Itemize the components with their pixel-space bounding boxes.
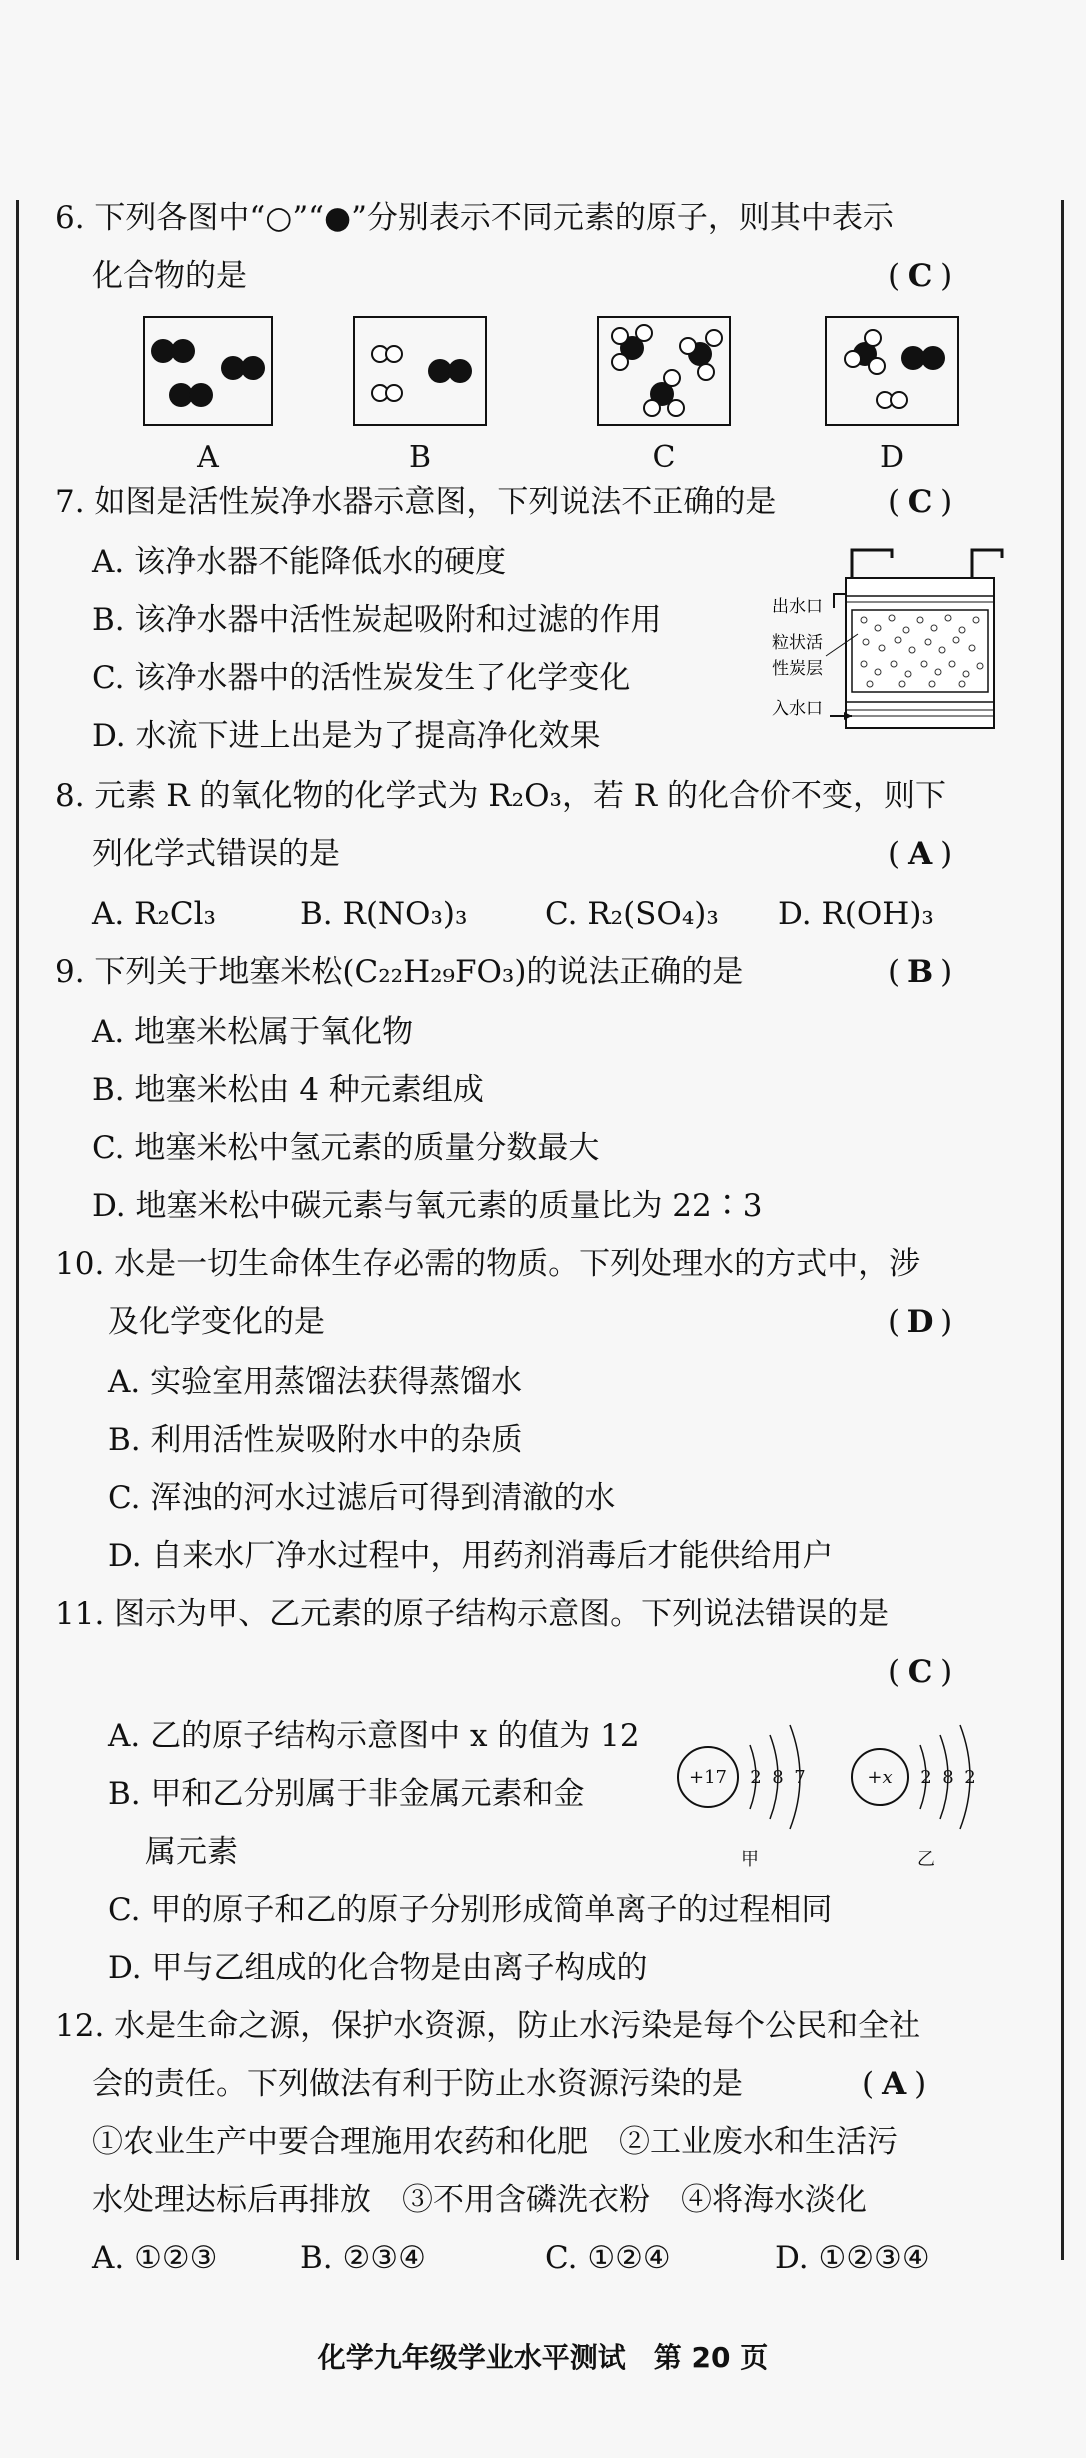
q6-label-d: D — [879, 440, 905, 475]
q8-answer: ( A ) — [888, 836, 953, 872]
q10-stem-line1: 10. 水是一切生命体生存必需的物质。下列处理水的方式中，涉 — [55, 1246, 921, 1282]
q12-option-d: D. ①②③④ — [775, 2240, 930, 2276]
q12-stem-line1: 12. 水是生命之源，保护水资源，防止水污染是每个公民和全社 — [55, 2008, 921, 2044]
atom2-name: 乙 — [917, 1849, 935, 1870]
q9-answer: ( B ) — [888, 954, 953, 990]
q6-stem-line1: 6. 下列各图中“○”“●”分别表示不同元素的原子，则其中表示 — [55, 200, 894, 236]
q11-answer: ( C ) — [888, 1654, 953, 1690]
atom1-nucleus: +17 — [689, 1767, 727, 1788]
q6-figure-b — [353, 316, 487, 426]
q7-answer: ( C ) — [888, 484, 953, 520]
q11-option-c: C. 甲的原子和乙的原子分别形成简单离子的过程相同 — [108, 1892, 833, 1928]
atom1-shell-3: 7 — [794, 1767, 806, 1788]
q7-option-d: D. 水流下进上出是为了提高净化效果 — [92, 718, 601, 754]
q12-option-a: A. ①②③ — [92, 2240, 218, 2276]
q9-stem: 9. 下列关于地塞米松(C₂₂H₂₉FO₃)的说法正确的是 — [55, 954, 744, 990]
q6-stem-line2: 化合物的是 — [92, 258, 247, 294]
purifier-carbon-label-1: 粒状活 — [772, 633, 823, 653]
q6-label-c: C — [652, 440, 676, 475]
q6-figure-d — [825, 316, 959, 426]
atom2-shell-3: 2 — [964, 1767, 976, 1788]
q12-option-b: B. ②③④ — [300, 2240, 426, 2276]
q12-answer: ( A ) — [862, 2066, 927, 2102]
q12-stem-line2: 会的责任。下列做法有利于防止水资源污染的是 — [92, 2066, 743, 2102]
q8-option-d: D. R(OH)₃ — [778, 896, 934, 932]
q10-option-c: C. 浑浊的河水过滤后可得到清澈的水 — [108, 1480, 616, 1516]
q10-option-a: A. 实验室用蒸馏法获得蒸馏水 — [108, 1364, 523, 1400]
q8-option-b: B. R(NO₃)₃ — [300, 896, 468, 932]
q12-option-c: C. ①②④ — [545, 2240, 671, 2276]
page-footer: 化学九年级学业水平测试 第 20 页 — [317, 2341, 769, 2374]
q10-answer: ( D ) — [888, 1304, 953, 1340]
water-purifier-diagram — [772, 538, 1012, 758]
q9-option-c: C. 地塞米松中氢元素的质量分数最大 — [92, 1130, 600, 1166]
atom-structure-diagrams — [670, 1705, 1010, 1875]
q12-stem-line4: 水处理达标后再排放 ③不用含磷洗衣粉 ④将海水淡化 — [92, 2182, 867, 2218]
q11-option-a: A. 乙的原子结构示意图中 x 的值为 12 — [108, 1718, 640, 1754]
left-margin-line — [16, 200, 19, 2260]
q12-stem-line3: ①农业生产中要合理施用农药和化肥 ②工业废水和生活污 — [92, 2124, 898, 2160]
q6-figure-c — [597, 316, 731, 426]
q10-option-b: B. 利用活性炭吸附水中的杂质 — [108, 1422, 523, 1458]
atom2-shell-2: 8 — [942, 1767, 954, 1788]
right-margin-line — [1061, 200, 1064, 2260]
q6-answer: ( C ) — [888, 258, 953, 294]
q11-option-b-cont: 属元素 — [145, 1834, 238, 1870]
q8-stem-line1: 8. 元素 R 的氧化物的化学式为 R₂O₃，若 R 的化合价不变，则下 — [55, 778, 946, 814]
q7-option-c: C. 该净水器中的活性炭发生了化学变化 — [92, 660, 631, 696]
q9-option-a: A. 地塞米松属于氧化物 — [92, 1014, 414, 1050]
q10-stem-line2: 及化学变化的是 — [108, 1304, 325, 1340]
q10-option-d: D. 自来水厂净水过程中，用药剂消毒后才能供给用户 — [108, 1538, 834, 1574]
atom1-name: 甲 — [741, 1849, 759, 1870]
q6-label-b: B — [408, 440, 432, 475]
q9-option-b: B. 地塞米松由 4 种元素组成 — [92, 1072, 484, 1108]
q8-stem-line2: 列化学式错误的是 — [92, 836, 340, 872]
q6-label-a: A — [197, 440, 219, 475]
atom2-shell-1: 2 — [920, 1767, 932, 1788]
atom1-shell-2: 8 — [772, 1767, 784, 1788]
atom2-nucleus: +x — [867, 1767, 893, 1788]
q6-figure-a — [143, 316, 273, 426]
q8-option-a: A. R₂Cl₃ — [92, 896, 216, 932]
purifier-inlet-label: 入水口 — [772, 699, 823, 719]
q8-option-c: C. R₂(SO₄)₃ — [545, 896, 719, 932]
purifier-outlet-label: 出水口 — [772, 597, 823, 617]
purifier-carbon-label-2: 性炭层 — [772, 659, 823, 679]
q11-option-b: B. 甲和乙分别属于非金属元素和金 — [108, 1776, 585, 1812]
q7-stem: 7. 如图是活性炭净水器示意图，下列说法不正确的是 — [55, 484, 777, 520]
q11-stem: 11. 图示为甲、乙元素的原子结构示意图。下列说法错误的是 — [55, 1596, 890, 1632]
q9-option-d: D. 地塞米松中碳元素与氧元素的质量比为 22∶3 — [92, 1188, 763, 1224]
q7-option-b: B. 该净水器中活性炭起吸附和过滤的作用 — [92, 602, 662, 638]
q7-option-a: A. 该净水器不能降低水的硬度 — [92, 544, 507, 580]
q11-option-d: D. 甲与乙组成的化合物是由离子构成的 — [108, 1950, 648, 1986]
atom1-shell-1: 2 — [750, 1767, 762, 1788]
